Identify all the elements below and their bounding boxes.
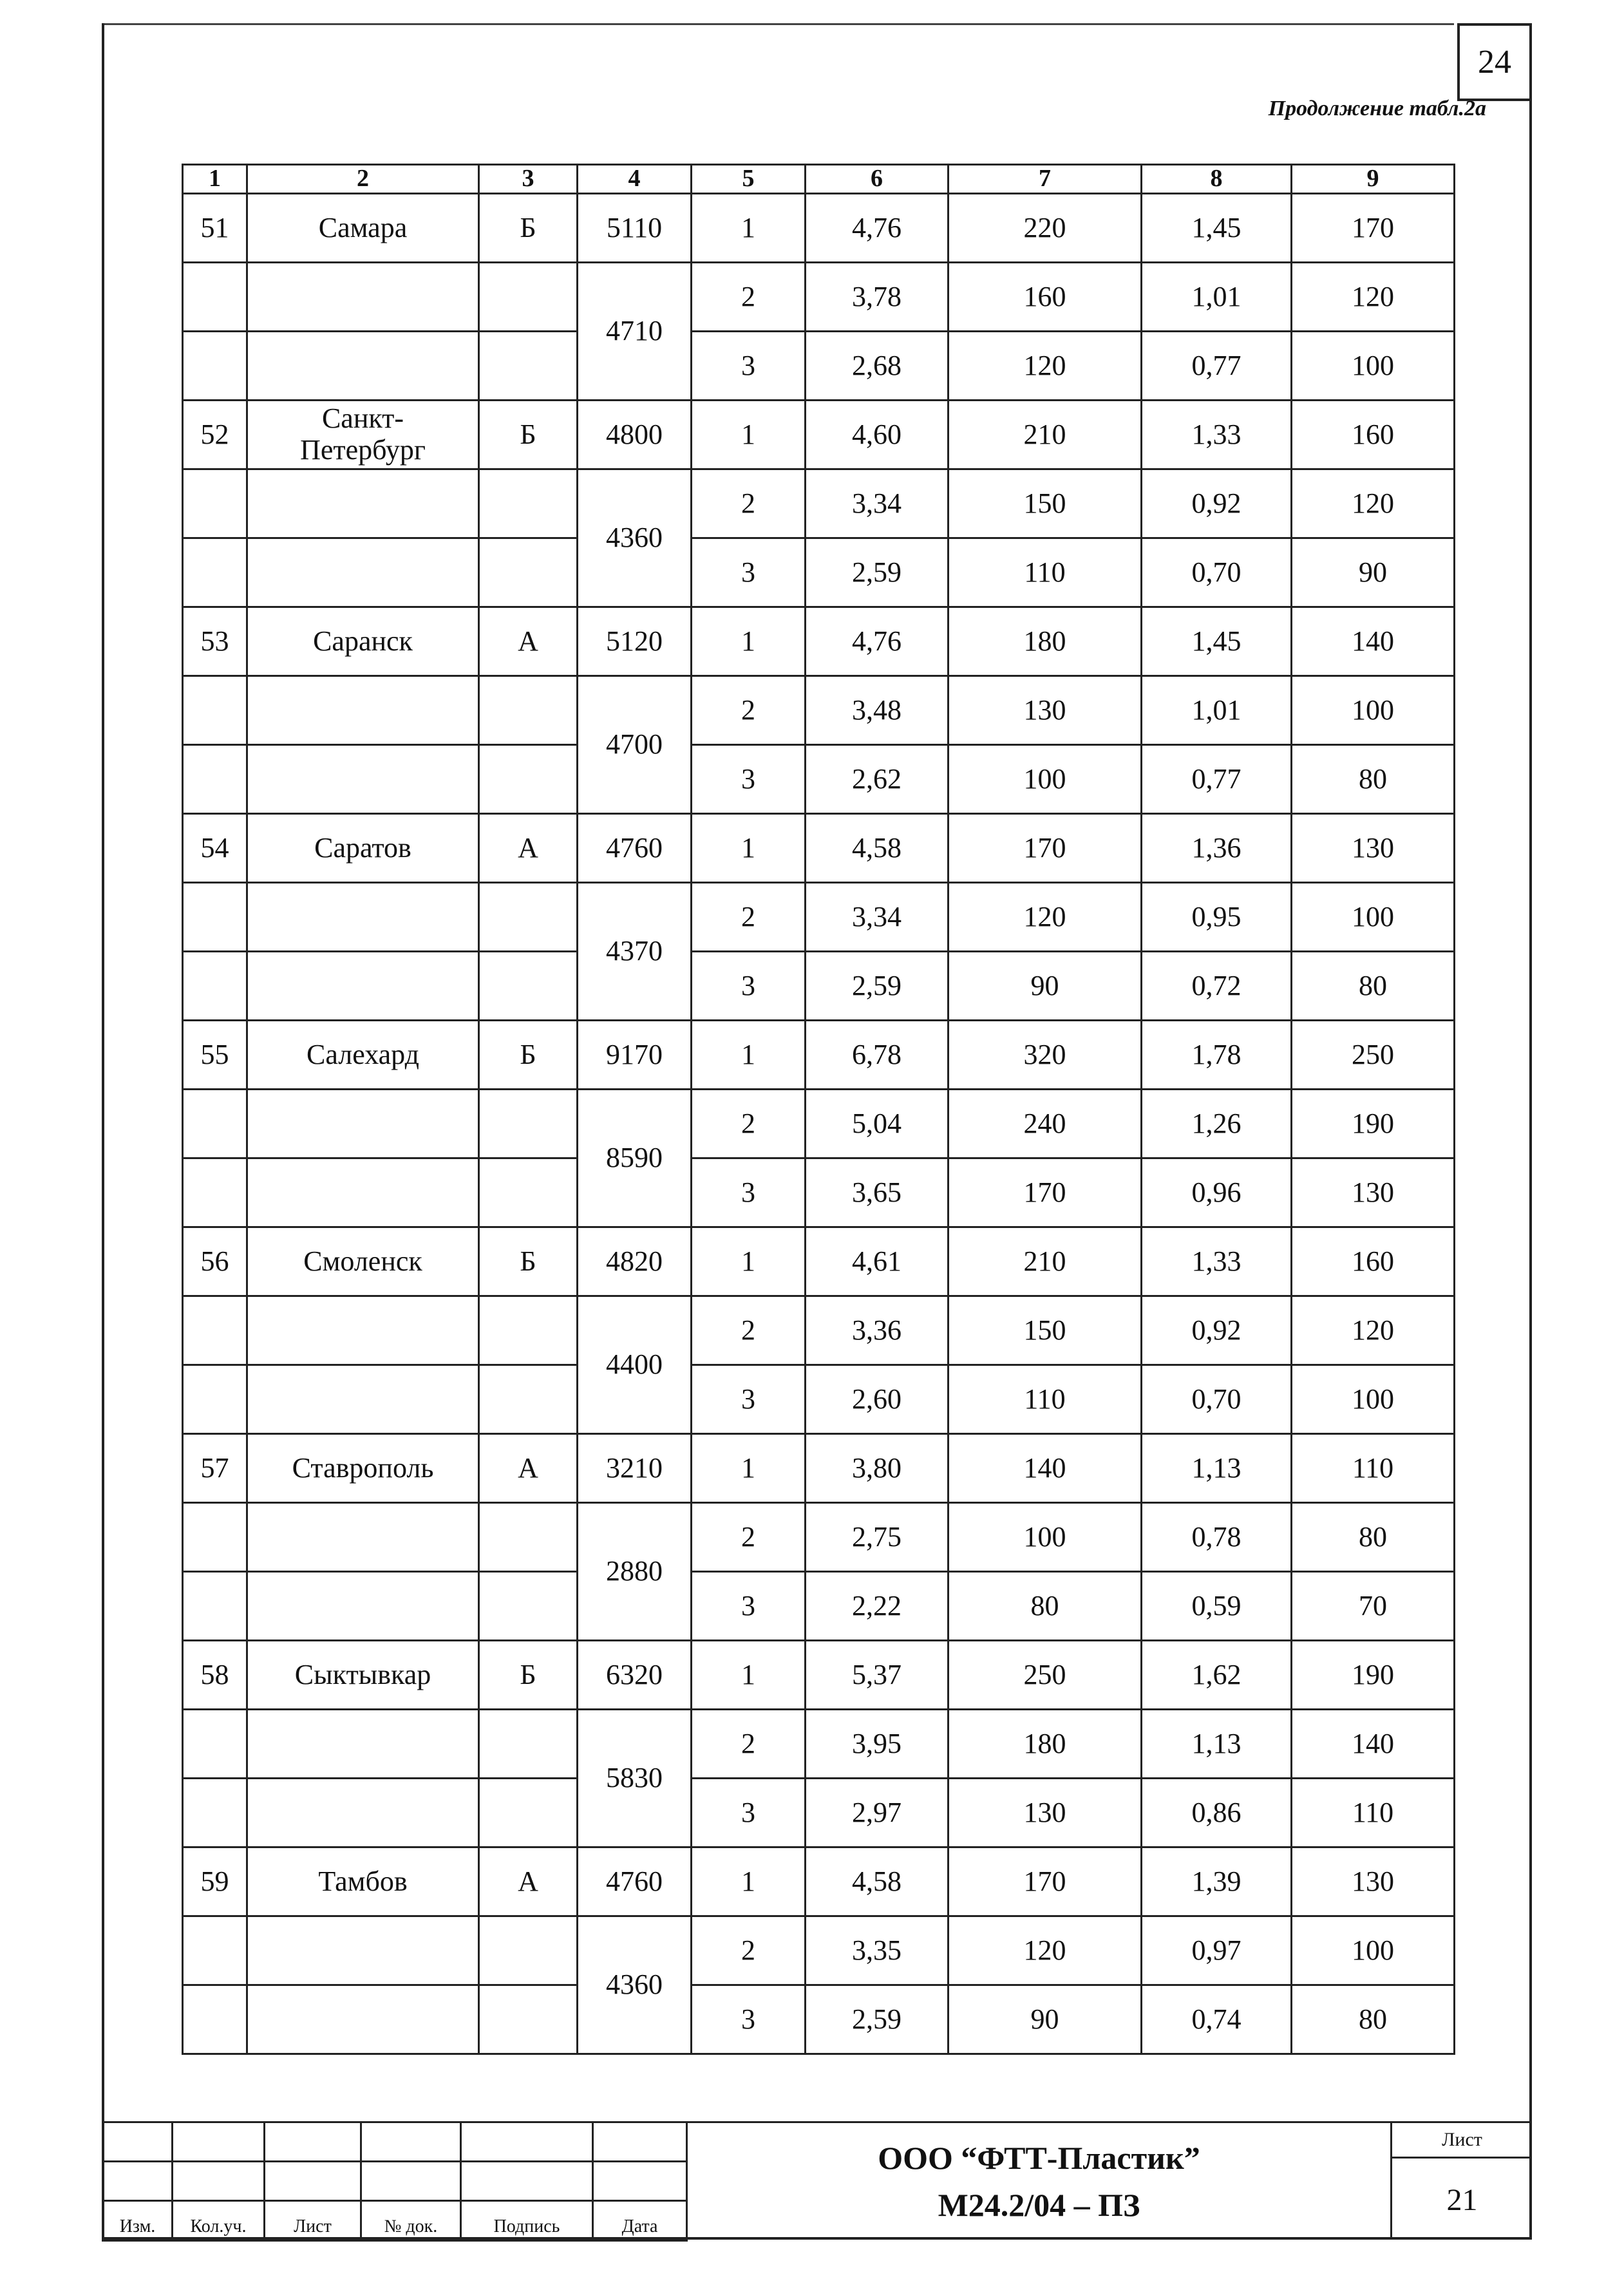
value-cell: 0,70 <box>1142 538 1292 607</box>
table-row <box>183 744 1455 813</box>
value-cell: 2,22 <box>806 1571 949 1640</box>
stamp-label-doc: № док. <box>361 2201 461 2241</box>
value-cell: 190 <box>1292 1640 1455 1709</box>
value-cell: 2,59 <box>806 951 949 1020</box>
value-cell: 1,39 <box>1142 1847 1292 1916</box>
value-cell: 1 <box>692 813 806 882</box>
value-cell: 140 <box>1292 607 1455 676</box>
value-cell: 3 <box>692 951 806 1020</box>
value-cell: 3 <box>692 1571 806 1640</box>
value-cell: 0,96 <box>1142 1158 1292 1227</box>
table-row <box>183 400 1455 469</box>
value-cell: 130 <box>949 676 1142 744</box>
value-cell: 100 <box>949 1502 1142 1571</box>
value-cell: 4,76 <box>806 607 949 676</box>
value-cell: 4,76 <box>806 193 949 262</box>
value-cell: 4,58 <box>806 813 949 882</box>
value-cell: 80 <box>949 1571 1142 1640</box>
value-cell: 2 <box>692 882 806 951</box>
zone-cell <box>479 1916 578 1985</box>
value-cell: 110 <box>949 538 1142 607</box>
value-cell: 1,26 <box>1142 1089 1292 1158</box>
zone-cell <box>479 744 578 813</box>
table-row <box>183 1571 1455 1640</box>
value-cell: 0,95 <box>1142 882 1292 951</box>
value-cell: 1 <box>692 1020 806 1089</box>
value-cell: 2 <box>692 676 806 744</box>
zone-cell: А <box>479 1847 578 1916</box>
value-cell: 100 <box>1292 882 1455 951</box>
value-cell: 3 <box>692 538 806 607</box>
city-name-cell <box>247 1571 479 1640</box>
stamp-label-signature: Подпись <box>461 2201 593 2241</box>
zone-cell <box>479 676 578 744</box>
row-number-cell: 51 <box>183 193 247 262</box>
col4-cell: 6320 <box>578 1640 692 1709</box>
value-cell: 0,70 <box>1142 1365 1292 1433</box>
col4-cell: 5830 <box>578 1709 692 1847</box>
row-number-cell <box>183 1089 247 1158</box>
table-row <box>183 1640 1455 1709</box>
value-cell: 80 <box>1292 1985 1455 2054</box>
value-cell: 140 <box>1292 1709 1455 1778</box>
col4-cell: 4820 <box>578 1227 692 1296</box>
value-cell: 4,61 <box>806 1227 949 1296</box>
row-number-cell <box>183 676 247 744</box>
value-cell: 160 <box>1292 400 1455 469</box>
zone-cell <box>479 331 578 400</box>
col4-cell: 4400 <box>578 1296 692 1433</box>
row-number-cell <box>183 1502 247 1571</box>
value-cell: 150 <box>949 469 1142 538</box>
zone-cell: Б <box>479 193 578 262</box>
city-name-cell <box>247 262 479 331</box>
value-cell: 3,34 <box>806 882 949 951</box>
zone-cell <box>479 538 578 607</box>
value-cell: 1,01 <box>1142 676 1292 744</box>
table-row <box>183 262 1455 331</box>
city-name-cell <box>247 744 479 813</box>
value-cell: 250 <box>949 1640 1142 1709</box>
value-cell: 2 <box>692 1502 806 1571</box>
value-cell: 1 <box>692 607 806 676</box>
value-cell: 100 <box>1292 1916 1455 1985</box>
zone-cell: Б <box>479 400 578 469</box>
col4-cell: 2880 <box>578 1502 692 1640</box>
value-cell: 1,45 <box>1142 193 1292 262</box>
value-cell: 110 <box>1292 1433 1455 1502</box>
col4-cell: 4710 <box>578 262 692 400</box>
table-row <box>183 193 1455 262</box>
table-header-row <box>183 165 1455 194</box>
row-number-cell <box>183 262 247 331</box>
value-cell: 0,78 <box>1142 1502 1292 1571</box>
table-row <box>183 1916 1455 1985</box>
value-cell: 1,33 <box>1142 1227 1292 1296</box>
value-cell: 2,62 <box>806 744 949 813</box>
city-name-cell <box>247 1985 479 2054</box>
value-cell: 3 <box>692 331 806 400</box>
value-cell: 1 <box>692 1640 806 1709</box>
value-cell: 0,59 <box>1142 1571 1292 1640</box>
value-cell: 180 <box>949 1709 1142 1778</box>
value-cell: 1 <box>692 400 806 469</box>
city-name-cell <box>247 1709 479 1778</box>
row-number-cell <box>183 882 247 951</box>
header-cell: 5 <box>692 165 806 194</box>
col4-cell: 4370 <box>578 882 692 1020</box>
city-name-cell <box>247 538 479 607</box>
value-cell: 3,36 <box>806 1296 949 1365</box>
city-name-cell <box>247 1502 479 1571</box>
zone-cell <box>479 1709 578 1778</box>
value-cell: 3,78 <box>806 262 949 331</box>
row-number-cell <box>183 1709 247 1778</box>
city-name-cell: Сыктывкар <box>247 1640 479 1709</box>
stamp-title <box>686 2121 1390 2240</box>
header-cell: 1 <box>183 165 247 194</box>
table-row <box>183 1365 1455 1433</box>
value-cell: 100 <box>1292 1365 1455 1433</box>
table-row <box>183 331 1455 400</box>
value-cell: 0,86 <box>1142 1778 1292 1847</box>
value-cell: 130 <box>949 1778 1142 1847</box>
value-cell: 3 <box>692 1158 806 1227</box>
value-cell: 80 <box>1292 951 1455 1020</box>
zone-cell <box>479 1502 578 1571</box>
value-cell: 4,58 <box>806 1847 949 1916</box>
value-cell: 100 <box>949 744 1142 813</box>
value-cell: 2 <box>692 469 806 538</box>
stamp-label-date: Дата <box>593 2201 687 2241</box>
sheet-number: 21 <box>1446 2183 1478 2217</box>
header-cell: 2 <box>247 165 479 194</box>
value-cell: 120 <box>949 331 1142 400</box>
zone-cell <box>479 1571 578 1640</box>
row-number-cell <box>183 538 247 607</box>
row-number-cell <box>183 1365 247 1433</box>
city-name-cell <box>247 1158 479 1227</box>
value-cell: 5,37 <box>806 1640 949 1709</box>
col4-cell: 4760 <box>578 1847 692 1916</box>
value-cell: 2,59 <box>806 1985 949 2054</box>
value-cell: 1,13 <box>1142 1709 1292 1778</box>
value-cell: 120 <box>949 882 1142 951</box>
zone-cell <box>479 951 578 1020</box>
zone-cell <box>479 1158 578 1227</box>
value-cell: 2,97 <box>806 1778 949 1847</box>
value-cell: 170 <box>949 1847 1142 1916</box>
table-row <box>183 951 1455 1020</box>
value-cell: 100 <box>1292 331 1455 400</box>
value-cell: 3 <box>692 1365 806 1433</box>
header-cell: 4 <box>578 165 692 194</box>
city-name-cell: Самара <box>247 193 479 262</box>
value-cell: 120 <box>1292 262 1455 331</box>
value-cell: 70 <box>1292 1571 1455 1640</box>
value-cell: 1 <box>692 1433 806 1502</box>
table-row <box>183 1502 1455 1571</box>
table-row <box>183 607 1455 676</box>
row-number-cell: 59 <box>183 1847 247 1916</box>
value-cell: 160 <box>1292 1227 1455 1296</box>
col4-cell: 8590 <box>578 1089 692 1227</box>
zone-cell <box>479 1985 578 2054</box>
col4-cell: 5120 <box>578 607 692 676</box>
city-name-cell: Саранск <box>247 607 479 676</box>
table-row <box>183 1089 1455 1158</box>
city-name-cell <box>247 676 479 744</box>
zone-cell: А <box>479 813 578 882</box>
page-number: 24 <box>1457 23 1532 101</box>
value-cell: 120 <box>949 1916 1142 1985</box>
value-cell: 3,65 <box>806 1158 949 1227</box>
value-cell: 3 <box>692 1778 806 1847</box>
value-cell: 2 <box>692 262 806 331</box>
col4-cell: 3210 <box>578 1433 692 1502</box>
city-name-cell: Саратов <box>247 813 479 882</box>
company-name: ООО “ФТТ-Пластик” <box>878 2140 1200 2176</box>
col4-cell: 9170 <box>578 1020 692 1089</box>
zone-cell <box>479 1365 578 1433</box>
value-cell: 2 <box>692 1709 806 1778</box>
value-cell: 220 <box>949 193 1142 262</box>
city-name-cell: Санкт- Петербург <box>247 400 479 469</box>
city-name-cell: Тамбов <box>247 1847 479 1916</box>
value-cell: 170 <box>949 1158 1142 1227</box>
row-number-cell: 56 <box>183 1227 247 1296</box>
value-cell: 180 <box>949 607 1142 676</box>
value-cell: 2 <box>692 1296 806 1365</box>
col4-cell: 5110 <box>578 193 692 262</box>
table-row <box>183 882 1455 951</box>
city-name-cell: Ставрополь <box>247 1433 479 1502</box>
value-cell: 3 <box>692 1985 806 2054</box>
city-name-cell <box>247 1296 479 1365</box>
value-cell: 90 <box>949 1985 1142 2054</box>
header-cell: 7 <box>949 165 1142 194</box>
table-caption: Продолжение табл.2а <box>1268 97 1486 120</box>
value-cell: 1,13 <box>1142 1433 1292 1502</box>
value-cell: 130 <box>1292 813 1455 882</box>
value-cell: 1,36 <box>1142 813 1292 882</box>
value-cell: 0,92 <box>1142 469 1292 538</box>
value-cell: 4,60 <box>806 400 949 469</box>
value-cell: 3,80 <box>806 1433 949 1502</box>
zone-cell: Б <box>479 1227 578 1296</box>
value-cell: 170 <box>1292 193 1455 262</box>
value-cell: 1,62 <box>1142 1640 1292 1709</box>
table-row <box>183 1158 1455 1227</box>
zone-cell <box>479 1778 578 1847</box>
zone-cell <box>479 262 578 331</box>
row-number-cell: 54 <box>183 813 247 882</box>
table-row <box>183 676 1455 744</box>
value-cell: 80 <box>1292 1502 1455 1571</box>
value-cell: 130 <box>1292 1847 1455 1916</box>
row-number-cell <box>183 1158 247 1227</box>
header-cell: 9 <box>1292 165 1455 194</box>
zone-cell <box>479 469 578 538</box>
value-cell: 5,04 <box>806 1089 949 1158</box>
zone-cell: А <box>479 607 578 676</box>
table-row <box>183 1847 1455 1916</box>
header-cell: 3 <box>479 165 578 194</box>
row-number-cell <box>183 1916 247 1985</box>
value-cell: 0,74 <box>1142 1985 1292 2054</box>
value-cell: 120 <box>1292 469 1455 538</box>
value-cell: 2,68 <box>806 331 949 400</box>
zone-cell <box>479 1296 578 1365</box>
stamp-label-count: Кол.уч. <box>173 2201 265 2241</box>
row-number-cell <box>183 1296 247 1365</box>
value-cell: 1,33 <box>1142 400 1292 469</box>
value-cell: 110 <box>949 1365 1142 1433</box>
row-number-cell <box>183 1778 247 1847</box>
value-cell: 6,78 <box>806 1020 949 1089</box>
value-cell: 1 <box>692 1227 806 1296</box>
city-name-cell <box>247 882 479 951</box>
value-cell: 190 <box>1292 1089 1455 1158</box>
city-name-cell: Салехард <box>247 1020 479 1089</box>
row-number-cell: 55 <box>183 1020 247 1089</box>
value-cell: 210 <box>949 1227 1142 1296</box>
col4-cell: 4700 <box>578 676 692 813</box>
value-cell: 320 <box>949 1020 1142 1089</box>
value-cell: 90 <box>949 951 1142 1020</box>
value-cell: 3,35 <box>806 1916 949 1985</box>
value-cell: 2,75 <box>806 1502 949 1571</box>
title-block <box>102 2121 1532 2240</box>
col4-cell: 4360 <box>578 469 692 607</box>
city-name-cell <box>247 1916 479 1985</box>
value-cell: 1 <box>692 193 806 262</box>
row-number-cell <box>183 744 247 813</box>
value-cell: 3,95 <box>806 1709 949 1778</box>
city-name-cell <box>247 951 479 1020</box>
value-cell: 130 <box>1292 1158 1455 1227</box>
header-cell: 8 <box>1142 165 1292 194</box>
value-cell: 1,45 <box>1142 607 1292 676</box>
city-name-cell <box>247 1089 479 1158</box>
table-row <box>183 1433 1455 1502</box>
zone-cell: А <box>479 1433 578 1502</box>
value-cell: 1,78 <box>1142 1020 1292 1089</box>
row-number-cell: 58 <box>183 1640 247 1709</box>
table-row <box>183 1296 1455 1365</box>
city-name-cell: Смоленск <box>247 1227 479 1296</box>
value-cell: 0,97 <box>1142 1916 1292 1985</box>
value-cell: 0,92 <box>1142 1296 1292 1365</box>
city-name-cell <box>247 331 479 400</box>
value-cell: 3,48 <box>806 676 949 744</box>
value-cell: 100 <box>1292 676 1455 744</box>
table-row <box>183 813 1455 882</box>
value-cell: 3,34 <box>806 469 949 538</box>
row-number-cell <box>183 1571 247 1640</box>
city-name-cell <box>247 1365 479 1433</box>
col4-cell: 4800 <box>578 400 692 469</box>
zone-cell: Б <box>479 1020 578 1089</box>
header-cell: 6 <box>806 165 949 194</box>
zone-cell: Б <box>479 1640 578 1709</box>
zone-cell <box>479 882 578 951</box>
table-row <box>183 469 1455 538</box>
value-cell: 0,77 <box>1142 744 1292 813</box>
table-row <box>183 1227 1455 1296</box>
value-cell: 150 <box>949 1296 1142 1365</box>
value-cell: 170 <box>949 813 1142 882</box>
table-row <box>183 1709 1455 1778</box>
value-cell: 2,59 <box>806 538 949 607</box>
row-number-cell <box>183 331 247 400</box>
table-row <box>183 1020 1455 1089</box>
row-number-cell <box>183 951 247 1020</box>
value-cell: 160 <box>949 262 1142 331</box>
value-cell: 1,01 <box>1142 262 1292 331</box>
row-number-cell <box>183 469 247 538</box>
row-number-cell: 52 <box>183 400 247 469</box>
value-cell: 2 <box>692 1089 806 1158</box>
value-cell: 0,72 <box>1142 951 1292 1020</box>
row-number-cell <box>183 1985 247 2054</box>
value-cell: 250 <box>1292 1020 1455 1089</box>
value-cell: 240 <box>949 1089 1142 1158</box>
value-cell: 1 <box>692 1847 806 1916</box>
value-cell: 3 <box>692 744 806 813</box>
value-cell: 120 <box>1292 1296 1455 1365</box>
document-code: М24.2/04 – ПЗ <box>938 2186 1140 2223</box>
city-name-cell <box>247 1778 479 1847</box>
value-cell: 90 <box>1292 538 1455 607</box>
zone-cell <box>479 1089 578 1158</box>
data-table <box>182 164 1455 2055</box>
city-name-cell <box>247 469 479 538</box>
value-cell: 2 <box>692 1916 806 1985</box>
stamp-label-sheet: Лист <box>265 2201 361 2241</box>
row-number-cell: 53 <box>183 607 247 676</box>
col4-cell: 4360 <box>578 1916 692 2054</box>
table-row <box>183 1778 1455 1847</box>
value-cell: 210 <box>949 400 1142 469</box>
row-number-cell: 57 <box>183 1433 247 1502</box>
revision-grid <box>102 2121 688 2242</box>
sheet-label: Лист <box>1392 2123 1532 2159</box>
value-cell: 2,60 <box>806 1365 949 1433</box>
value-cell: 0,77 <box>1142 331 1292 400</box>
stamp-label-change: Изм. <box>103 2201 173 2241</box>
col4-cell: 4760 <box>578 813 692 882</box>
value-cell: 110 <box>1292 1778 1455 1847</box>
sheet-box <box>1390 2121 1532 2240</box>
value-cell: 80 <box>1292 744 1455 813</box>
table-row <box>183 538 1455 607</box>
table-row <box>183 1985 1455 2054</box>
value-cell: 140 <box>949 1433 1142 1502</box>
